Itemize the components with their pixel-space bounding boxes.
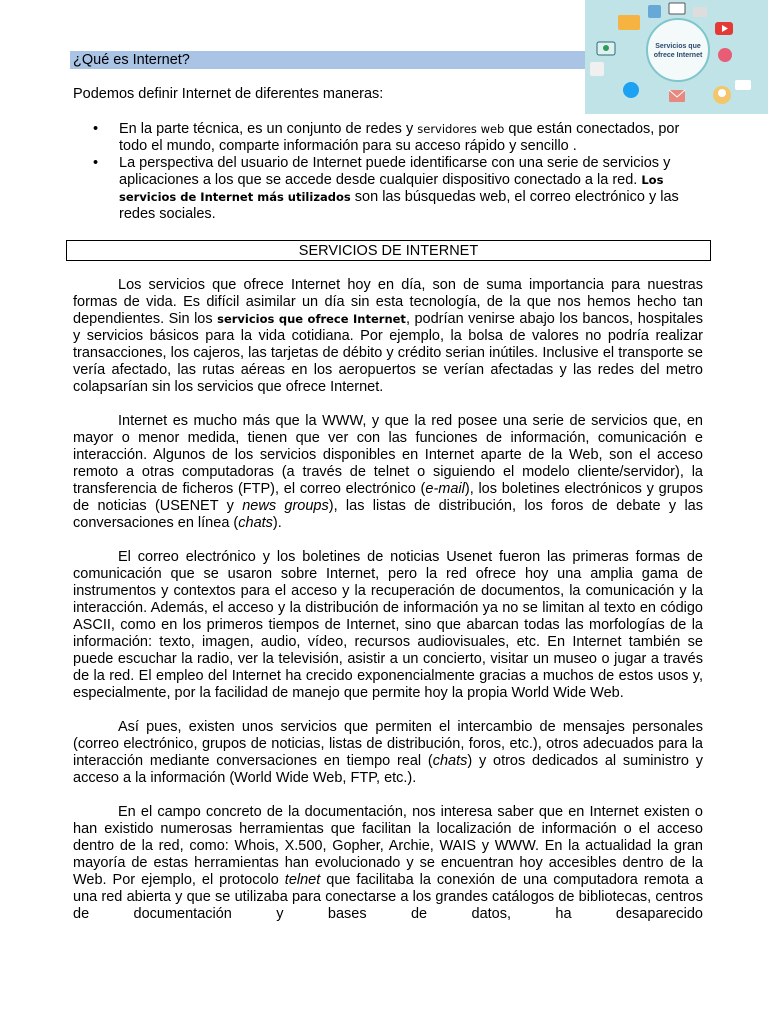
bullet-item: • La perspectiva del usuario de Internet puede identificarse con una serie de servicios y aplicaciones a los que se accede desde cualquier dispositivo conectado a la red. Los servicios de Internet más utilizados son las búsquedas web, el correo electrónico y las redes sociales. xyxy=(88,155,700,223)
chat-icon xyxy=(648,5,661,18)
twitter-icon xyxy=(623,82,639,98)
bullet-item: • En la parte técnica, es un conjunto de redes y servidores web que están conectados, por todo el mundo, comparte información para su acceso rápido y sencillo . xyxy=(88,121,700,155)
notification-icon xyxy=(735,80,751,90)
laptop-icon xyxy=(693,7,707,17)
paragraph: Así pues, existen unos servicios que permiten el intercambio de mensajes personales (correo electrónico, grupos de noticias, listas de distribución, foros, etc.), otros adecuados para la interacción mediante conversaciones en tiempo real (chats) y otros dedicados al suministro y acceso a la información (World Wide Web, FTP, etc.). xyxy=(73,719,703,786)
paragraph: En el campo concreto de la documentación, nos interesa saber que en Internet existen o han existido numerosas herramientas que facilitan la localización de información o el acceso dentro de la red, como: Whois, X.500, Gopher, Archie, WAIS y WWW. En la actualidad la gran mayoría de estas herramientas han evolucionado y se encuentran hoy accesibles dentro de la Web. Por ejemplo, el protocolo telnet que facilitaba la conexión de una computadora remota a una red abierta y que se utilizaba para conectarse a los grandes catálogos de bibliotecas, centros de documentación y bases de datos, ha desaparecido xyxy=(73,804,704,922)
printer-icon xyxy=(590,62,604,76)
logo-line2: ofrece Internet xyxy=(653,52,703,59)
paragraph: Internet es mucho más que la WWW, y que la red posee una serie de servicios que, en mayor o menor medida, tienen que ver con las funciones de información, comunicación e interacción. Algunos de los servicios disponibles en Internet aparte de la Web, son el acceso remoto a otras computadoras (a través de telnet o siguiendo el modelo cliente/servidor), la transferencia de ficheros (FTP), el correo electrónico (e-mail), los boletines electrónicos y grupos de noticias (USENET y news groups), las listas de distribución, los foros de debate y las conversaciones en línea (chats). xyxy=(73,413,703,531)
intro-text: Podemos definir Internet de diferentes maneras: xyxy=(73,86,384,102)
center-badge xyxy=(647,19,709,81)
article-body xyxy=(73,277,703,923)
paragraph: El correo electrónico y los boletines de noticias Usenet fueron las primeras formas de comunicación que se usaron sobre Internet, pero la red ofrece hoy una amplia gama de instrumentos y contextos para el acceso y la recuperación de documentos, la comunicación y la interacción. Además, el acceso y la distribución de información ya no se limitan al texto en código ASCII, como en los primeros tiempos de Internet, sino que abarcan todas las morfologías de la información: texto, imagen, audio, vídeo, recursos audiovisuales, etc. En Internet también se puede escuchar la radio, ver la televisión, asistir a un concierto, visitar un museo o jugar a través de la red. El empleo del Internet ha crecido exponencialmente gracias a muchos de estos usos y, especialmente, por la facilidad de manejo que permite hoy la propia World Wide Web. xyxy=(73,549,703,701)
bullet-list xyxy=(88,121,700,223)
music-icon xyxy=(718,48,732,62)
services-illustration xyxy=(585,0,768,114)
page-heading: ¿Qué es Internet? xyxy=(70,51,610,69)
section-title: SERVICIOS DE INTERNET xyxy=(66,240,711,261)
monitor-icon xyxy=(669,3,685,14)
folder-icon xyxy=(618,15,640,30)
paragraph: Los servicios que ofrece Internet hoy en día, son de suma importancia para nuestras formas de vida. Es difícil asimilar un día sin esta tecnología, de la que nos hemos hecho tan dependientes. Sin los servicios que ofrece Internet, podrían venirse abajo los bancos, hospitales y servicios básicos para la vida cotidiana. Por ejemplo, la bolsa de valores no podría realizar transacciones, los cajeros, las tarjetas de débito y crédito serian inútiles. Inclusive el transporte se vería afectado, las rutas aéreas en los aeropuertos se verían afectadas y las redes del metro colapsarían sin los servicios que ofrece Internet. xyxy=(73,277,703,395)
logo-line1: Servicios que xyxy=(655,43,701,50)
